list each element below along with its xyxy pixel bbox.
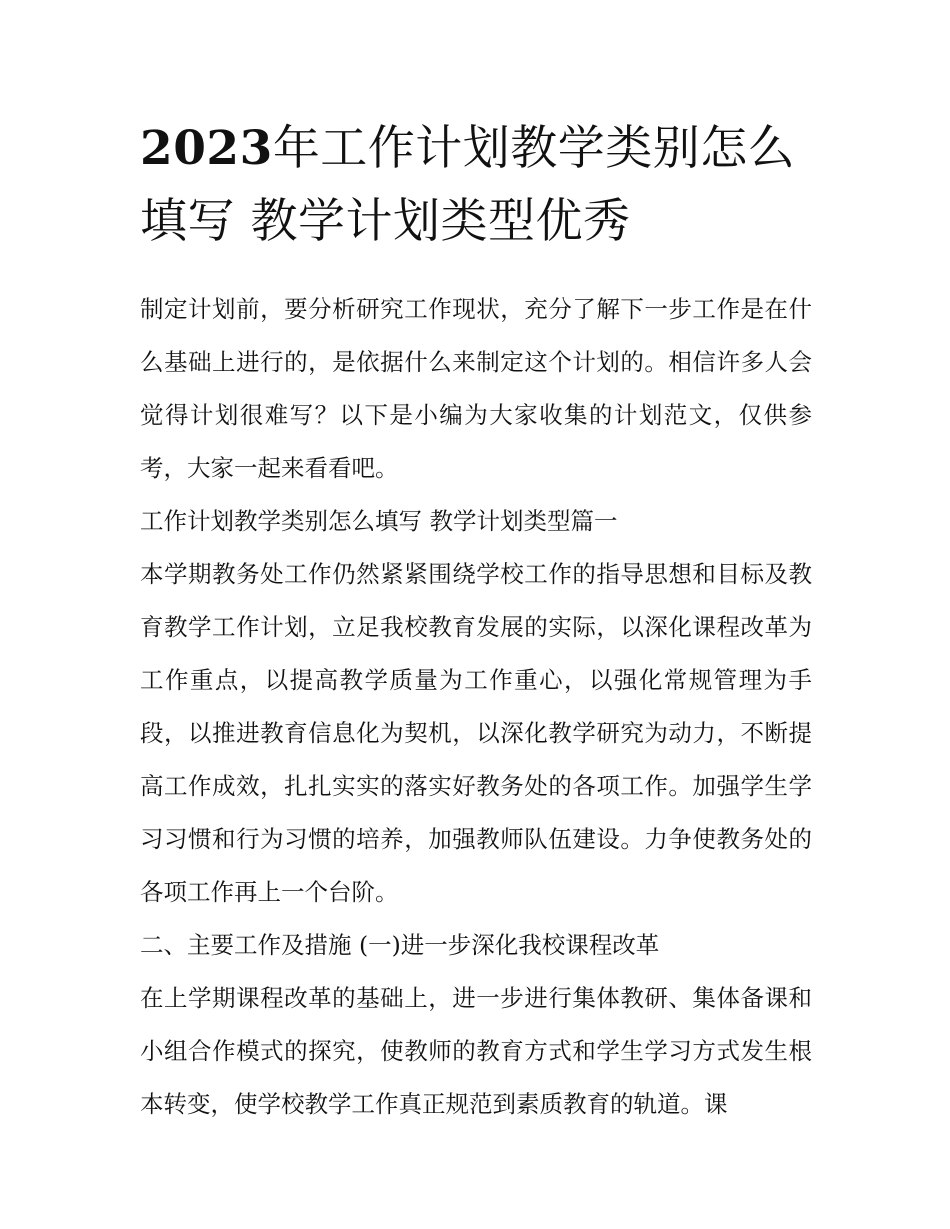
intro-paragraph: 制定计划前，要分析研究工作现状，充分了解下一步工作是在什么基础上进行的，是依据什么来制定这个计划的。相信许多人会觉得计划很难写？以下是小编为大家收集的计划范文，仅供参考，大家一起来看看吧。	[140, 295, 812, 482]
document-page	[140, 112, 812, 1131]
title-year: 2023	[140, 121, 273, 176]
title-line-1: 2023年工作计划教学类别怎么	[140, 121, 796, 176]
document-title	[140, 112, 812, 258]
section-heading-1: 工作计划教学类别怎么填写 教学计划类型篇一	[140, 507, 618, 535]
title-line-2: 填写 教学计划类型优秀	[140, 194, 631, 249]
document-body	[140, 283, 812, 1131]
body-paragraph-2: 在上学期课程改革的基础上，进一步进行集体教研、集体备课和小组合作模式的探究，使教师的教育方式和学生学习方式发生根本转变，使学校教学工作真正规范到素质教育的轨道。课	[140, 984, 812, 1118]
body-paragraph-1: 本学期教务处工作仍然紧紧围绕学校工作的指导思想和目标及教育教学工作计划，立足我校教育发展的实际，以深化课程改革为工作重点，以提高教学质量为工作重心，以强化常规管理为手段，以推进教育信息化为契机，以深化教学研究为动力，不断提高工作成效，扎扎实实的落实好教务处的各项工作。加强学生学习习惯和行为习惯的培养，加强教师队伍建设。力争使教务处的各项工作再上一个台阶。	[140, 560, 812, 906]
section-heading-2: 二、主要工作及措施 (一)进一步深化我校课程改革	[140, 931, 660, 959]
